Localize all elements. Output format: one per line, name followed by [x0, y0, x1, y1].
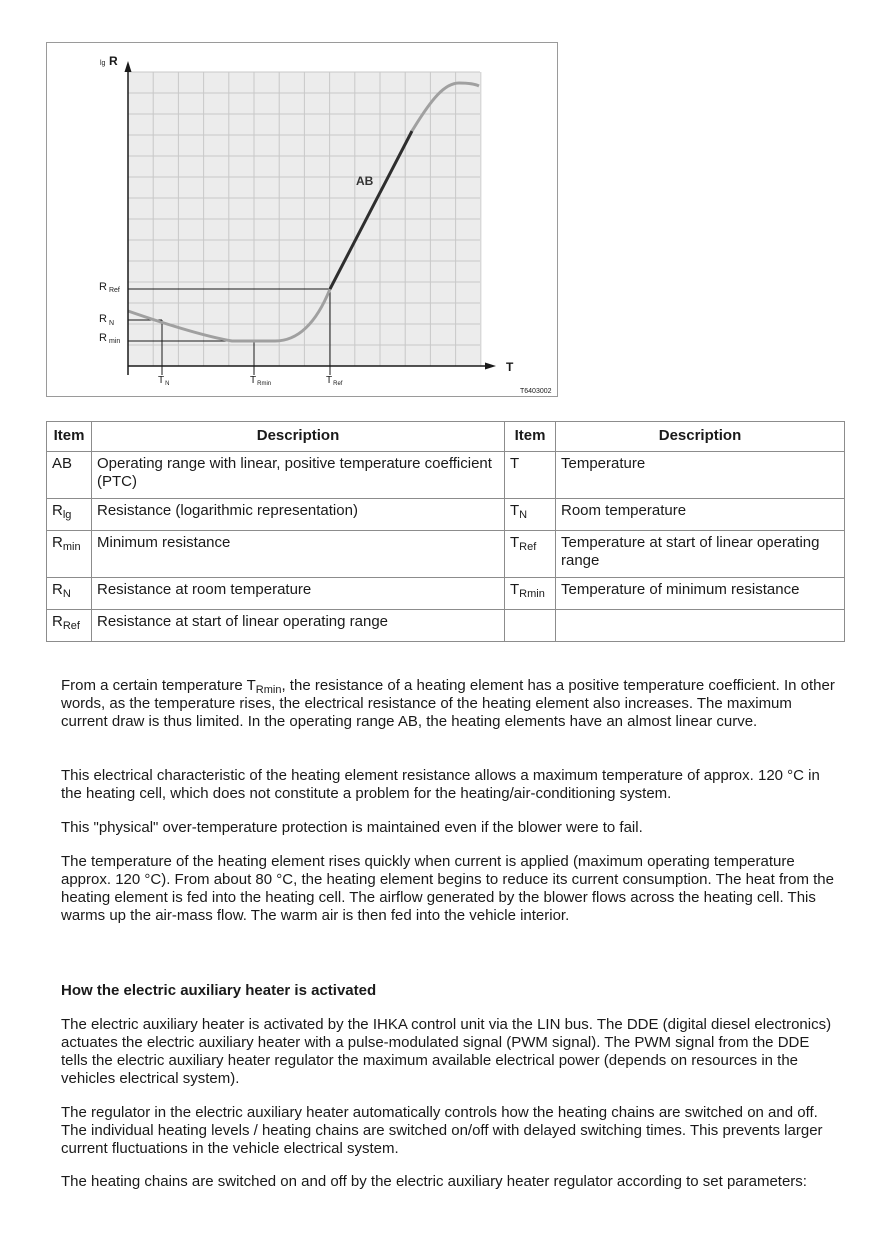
header-item: Item — [47, 422, 92, 452]
ptc-diagram — [47, 43, 559, 398]
table-row — [47, 499, 845, 531]
description-cell: Operating range with linear, positive temperature coefficient (PTC) — [92, 452, 505, 499]
item-cell: AB — [47, 452, 92, 499]
item-cell: $R_{min}$ — [47, 531, 92, 578]
x-label-t-n: $T_N$ — [158, 375, 170, 387]
description-cell: Resistance at room temperature — [92, 578, 505, 610]
header-item: Item — [505, 422, 556, 452]
section-heading: How the electric auxiliary heater is activated — [61, 982, 377, 999]
description-cell — [556, 610, 845, 642]
paragraph-activation: The electric auxiliary heater is activated by the IHKA control unit via the LIN bus. The DDE (digital diesel electronics) actuates the electric auxiliary heater with a pulse-modulated signal (PWM signal). The PWM signal from the DDE tells the electric auxiliary heater regulator the maximum available electrical power (depends on resources in the vehicles electrical system). — [61, 1016, 832, 1087]
item-cell — [505, 610, 556, 642]
description-cell: Minimum resistance — [92, 531, 505, 578]
y-axis-title: R — [109, 54, 118, 68]
x-label-t-ref: $T_{Ref}$ — [326, 375, 343, 387]
item-cell: $R_N$ — [47, 578, 92, 610]
table-row — [47, 578, 845, 610]
description-cell: Resistance (logarithmic representation) — [92, 499, 505, 531]
description-cell: Room temperature — [556, 499, 845, 531]
header-description: Description — [556, 422, 845, 452]
x-axis-title: T — [506, 360, 514, 374]
paragraph-max-temperature: This electrical characteristic of the heating element resistance allows a maximum temperature of approx. 120 °C in the heating cell, which does not constitute a problem for the heating/air-conditioning system. — [61, 767, 820, 802]
item-cell: T — [505, 452, 556, 499]
item-cell: $T_N$ — [505, 499, 556, 531]
curve-label-ab: AB — [356, 174, 374, 188]
y-label-r-min: Rmin — [99, 332, 121, 345]
description-cell: Temperature — [556, 452, 845, 499]
description-cell: Temperature at start of linear operating range — [556, 531, 845, 578]
item-cell: $R_{lg}$ — [47, 499, 92, 531]
y-axis-prefix: lg — [100, 60, 106, 67]
legend-table — [46, 421, 845, 642]
description-cell: Resistance at start of linear operating range — [92, 610, 505, 642]
paragraph-protection: This "physical" over-temperature protection is maintained even if the blower were to fail. — [61, 819, 643, 836]
header-description: Description — [92, 422, 505, 452]
table-row — [47, 610, 845, 642]
item-cell: $T_{Rmin}$ — [505, 578, 556, 610]
ptc-characteristic-figure — [46, 42, 558, 397]
paragraph-regulator: The regulator in the electric auxiliary heater automatically controls how the heating chains are switched on and off. The individual heating levels / heating chains are switched on/off with delayed switching times. This prevents larger current fluctuations in the vehicle electrical system. — [61, 1104, 823, 1157]
y-axis-arrow — [125, 61, 132, 72]
table-row — [47, 452, 845, 499]
paragraph-ptc-intro: From a certain temperature $T_{Rmin}$, the resistance of a heating element has a positive temperature coefficient. In other words, as the temperature rises, the electrical resistance of the heating element also increases. The maximum current draw is thus limited. In the operating range AB, the heating elements have an almost linear curve. — [61, 677, 835, 730]
table-header-row — [47, 422, 845, 452]
x-axis-arrow — [485, 363, 496, 370]
paragraph-switching: The heating chains are switched on and off by the electric auxiliary heater regulator according to set parameters: — [61, 1173, 807, 1190]
table-row — [47, 531, 845, 578]
x-label-t-rmin: $T_{Rmin}$ — [250, 375, 272, 387]
item-cell: $R_{Ref}$ — [47, 610, 92, 642]
y-label-r-ref: R Ref — [99, 281, 120, 294]
figure-code: T6403002 — [520, 388, 552, 395]
y-label-r-n: R $_N$ — [99, 313, 115, 327]
paragraph-heating-rise: The temperature of the heating element rises quickly when current is applied (maximum operating temperature approx. 120 °C). From about 80 °C, the heating element begins to reduce its current consumption. The heat from the heating element is fed into the heating cell. The airflow generated by the blower flows across the heating cell. This warms up the air-mass flow. The warm air is then fed into the vehicle interior. — [61, 853, 834, 924]
description-cell: Temperature of minimum resistance — [556, 578, 845, 610]
item-cell: $T_{Ref}$ — [505, 531, 556, 578]
